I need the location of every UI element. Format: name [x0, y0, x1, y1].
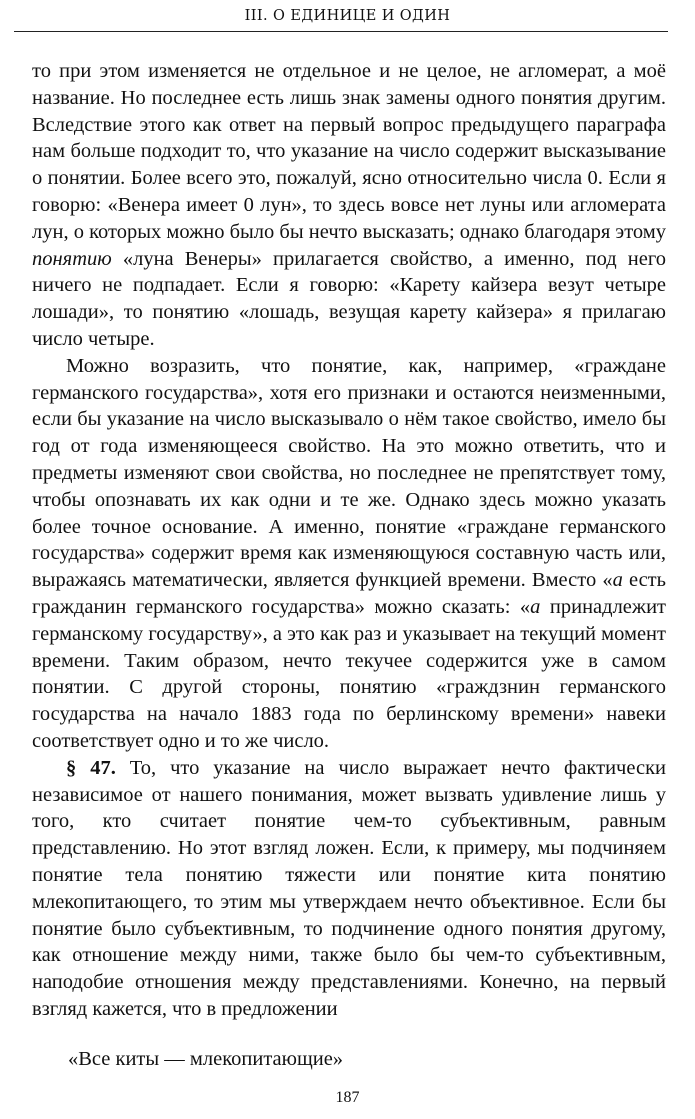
section-mark: § 47.: [66, 756, 116, 779]
block-quote: «Все киты — млекопитающие»: [68, 1048, 344, 1070]
paragraph-2: [32, 353, 666, 755]
running-header: III. О ЕДИНИЦЕ И ОДИН: [244, 8, 451, 24]
paragraph-1-text-a: то при этом изменяется не отдельное и не целое, не агломерат, а моё название. Но последнее есть лишь знак замены одного понятия другим. Вследствие этого как ответ на первый вопрос предыдущего параграфа нам больше подходит то, что указание на число содержит высказывание о понятии. Более всего это, пожалуй, ясно относительно числа 0. Если я говорю: «Венера имеет 0 лун», то здесь вовсе нет луны или агломерата лун, о которых можно было бы нечто высказать; однако благодаря этому: [32, 60, 666, 243]
paragraph-2-text-b: есть гражданин германского государства» можно сказать: «: [32, 569, 666, 618]
paragraph-1-emphasis: понятию: [32, 247, 112, 270]
paragraph-1-text-b: «луна Венеры» прилагается свойство, а именно, под него ничего не подпадает. Если я говорю: «Карету кайзера везут четыре лошади», то понятию «лошадь, везущая карету кайзера» я прилагаю число четыре.: [32, 247, 666, 350]
paragraph-2-emphasis-a: а: [612, 569, 623, 592]
page-number: 187: [335, 1089, 360, 1106]
paragraph-2-text-a: Можно возразить, что понятие, как, например, «граждане германского государства», хотя его признаки и остаются неизменными, если бы указание на число высказывало о нём такое свойство, имело бы год от года изменяющееся свойство. На это можно ответить, что и предметы изменяют свои свойства, но последнее не препятствует тому, чтобы опознавать их как одни и те же. Однако здесь можно указать более точное основание. А именно, понятие «граждане германского государства» содержит время как изменяющуюся составную часть или, выражаясь математически, является функцией времени. Вместо «: [32, 354, 666, 592]
body-text: [32, 58, 666, 1023]
header-rule: [14, 31, 668, 32]
paragraph-2-text-c: принадлежит германскому государству», а это как раз и указывает на текущий момент времени. Таким образом, нечто текучее содержится уже в самом понятии. С другой стороны, понятию «граждзнин германского государства на начало 1883 года по берлинскому времени» навеки соответствует одно и то же число.: [32, 595, 666, 752]
paragraph-1: [32, 58, 666, 353]
paragraph-2-emphasis-b: а: [530, 595, 541, 618]
paragraph-3-text: То, что указание на число выражает нечто фактически независимое от нашего понимания, может вызвать удивление лишь у того, кто считает понятие чем-то субъективным, равным представлению. Но этот взгляд ложен. Если, к примеру, мы подчиняем понятие тела понятию тяжести или понятие кита понятию млекопитающего, то этим мы утверждаем нечто объективное. Если бы понятие было субъективным, то подчинение одного понятия другому, как отношение между ними, также было бы чем-то субъективным, наподобие отношения между представлениями. Конечно, на первый взгляд кажется, что в предложении: [32, 756, 667, 1020]
paragraph-3: [32, 755, 666, 1023]
